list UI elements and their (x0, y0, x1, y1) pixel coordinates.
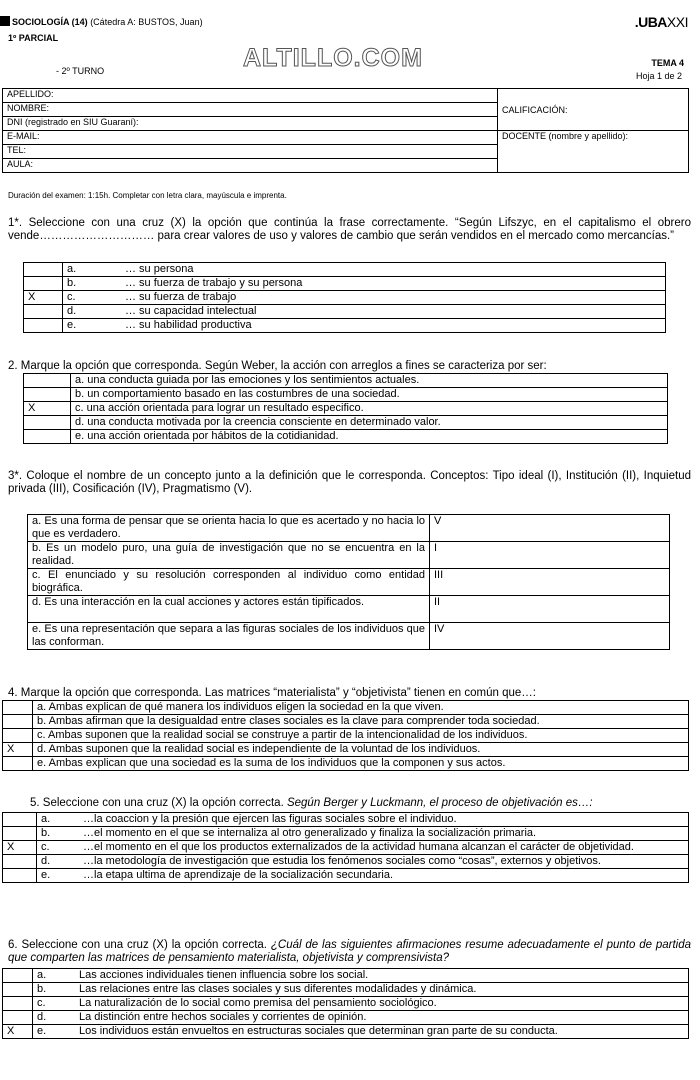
option-letter: d. (67, 305, 77, 317)
option-letter: e. (41, 869, 51, 881)
answer-mark[interactable] (24, 388, 71, 402)
concept-answer[interactable]: V (430, 515, 670, 542)
docente-field[interactable]: DOCENTE (nombre y apellido): (498, 131, 689, 173)
option-letter: e. (37, 1025, 47, 1037)
answer-mark[interactable]: X (3, 743, 33, 757)
question-1-options (23, 262, 666, 333)
answer-mark[interactable] (24, 319, 63, 333)
course-name: SOCIOLOGÍA (14) (12, 17, 88, 27)
option-row[interactable] (24, 291, 666, 305)
definition-text: b. Es un modelo puro, una guía de investigación que no se encuentra en la realidad. (28, 542, 430, 569)
option-letter: a. (37, 969, 47, 981)
option-text: c. Ambas suponen que la realidad social se construye a partir de la intencionalidad de los individuos. (33, 729, 689, 743)
option-text: …la metodología de investigación que estudia los fenómenos sociales como “cosas”, externos y objetivos. (83, 855, 601, 867)
answer-mark[interactable] (24, 277, 63, 291)
definition-row (28, 542, 670, 569)
option-text: …la coaccion y la presión que ejercen las figuras sociales sobre el individuo. (83, 813, 457, 825)
option-row[interactable] (3, 869, 689, 883)
answer-mark[interactable] (24, 416, 71, 430)
option-row[interactable] (3, 855, 689, 869)
answer-mark[interactable] (3, 869, 37, 883)
question-1-text: 1*. Seleccione con una cruz (X) la opción que continúa la frase correctamente. “Según Lifszyc, en el capitalismo el obrero vende………………………… para crear valores de uso y valores de cambio que serán vendidos en el mercado como mercancías.” (8, 217, 691, 242)
question-6-prompt: ¿Cuál de las siguientes afirmaciones resume adecuadamente el punto de partida que comparten las matrices de pensamiento materialista, objetivista y comprensivista? (8, 939, 692, 964)
answer-mark[interactable]: X (24, 291, 63, 305)
answer-mark[interactable] (3, 855, 37, 869)
option-row[interactable] (3, 813, 689, 827)
course-header (0, 16, 203, 27)
concept-answer[interactable]: IV (430, 623, 670, 650)
option-text: e. una acción orientada por hábitos de la cotidianidad. (71, 430, 668, 444)
definition-text: a. Es una forma de pensar que se orienta hacia lo que es acertado y no hacia lo que es verdadero. (28, 515, 430, 542)
option-letter: c. (67, 291, 76, 303)
concept-answer[interactable]: II (430, 596, 670, 623)
answer-mark[interactable] (3, 757, 33, 771)
option-row[interactable] (24, 416, 668, 430)
definition-row (28, 569, 670, 596)
option-row[interactable] (24, 388, 668, 402)
answer-mark[interactable] (24, 430, 71, 444)
option-row[interactable] (3, 827, 689, 841)
option-row[interactable] (3, 969, 689, 983)
option-row[interactable] (3, 757, 689, 771)
option-row[interactable] (24, 374, 668, 388)
field-nombre[interactable]: NOMBRE: (3, 103, 498, 117)
answer-mark[interactable] (3, 983, 33, 997)
answer-mark[interactable] (3, 729, 33, 743)
answer-mark[interactable] (3, 969, 33, 983)
parcial-label: 1º PARCIAL (8, 33, 59, 43)
option-row[interactable] (3, 701, 689, 715)
option-letter: b. (37, 983, 47, 995)
option-letter: c. (37, 997, 46, 1009)
answer-mark[interactable]: X (3, 841, 37, 855)
calificacion-field[interactable]: CALIFICACIÓN: (498, 89, 689, 131)
answer-mark[interactable] (3, 701, 33, 715)
option-text: Las acciones individuales tienen influencia sobre los social. (79, 969, 369, 981)
answer-mark[interactable] (3, 827, 37, 841)
option-row[interactable] (24, 402, 668, 416)
answer-mark[interactable] (24, 263, 63, 277)
question-5-lead: 5. Seleccione con una cruz (X) la opción correcta. (30, 797, 287, 809)
definition-row (28, 623, 670, 650)
duration-note: Duración del examen: 1:15h. Completar con letra clara, mayúscula e imprenta. (8, 191, 287, 200)
option-text: … su capacidad intelectual (125, 305, 257, 317)
option-text: …la etapa ultima de aprendizaje de la socialización secundaria. (83, 869, 394, 881)
option-text: La distinción entre hechos sociales y corrientes de opinión. (79, 1011, 367, 1023)
option-row[interactable] (24, 263, 666, 277)
student-info-table (2, 88, 689, 173)
concept-answer[interactable]: III (430, 569, 670, 596)
question-3-table (27, 514, 670, 650)
option-row[interactable] (3, 997, 689, 1011)
black-square-icon (0, 16, 10, 26)
option-text: b. un comportamiento basado en las costumbres de una sociedad. (71, 388, 668, 402)
option-text: La naturalización de lo social como premisa del pensamiento sociológico. (79, 997, 437, 1009)
option-row[interactable] (3, 743, 689, 757)
uba-logo-text: .UBA (634, 14, 667, 30)
option-text: … su fuerza de trabajo y su persona (125, 277, 303, 289)
option-row[interactable] (3, 715, 689, 729)
option-text: b. Ambas afirman que la desigualdad entre clases sociales es la clave para comprender toda sociedad. (33, 715, 689, 729)
option-row[interactable] (3, 841, 689, 855)
option-text: a. una conducta guiada por las emociones y los sentimientos actuales. (71, 374, 668, 388)
option-row[interactable] (24, 319, 666, 333)
question-5-prompt: Según Berger y Luckmann, el proceso de objetivación es…: (286, 797, 593, 809)
option-row[interactable] (24, 305, 666, 319)
option-row[interactable] (3, 983, 689, 997)
answer-mark[interactable] (3, 1011, 33, 1025)
field-aula[interactable]: AULA: (3, 159, 498, 173)
question-2-text: 2. Marque la opción que corresponda. Según Weber, la acción con arreglos a fines se caracteriza por ser: (8, 360, 547, 372)
definition-row (28, 596, 670, 623)
option-text: d. una conducta motivada por la creencia consciente en determinado valor. (71, 416, 668, 430)
definition-row (28, 515, 670, 542)
question-4-options (2, 700, 689, 771)
option-letter: b. (41, 827, 51, 839)
option-letter: c. (41, 841, 50, 853)
option-letter: e. (67, 319, 77, 331)
question-2-options (23, 373, 668, 444)
question-6-text (8, 939, 691, 965)
question-5-text (30, 797, 691, 810)
option-text: c. una acción orientada para lograr un resultado especifico. (71, 402, 668, 416)
catedra: (Cátedra A: BUSTOS, Juan) (87, 17, 203, 27)
uba-logo-suffix: XXI (666, 14, 688, 30)
definition-text: c. El enunciado y su resolución corresponden al individuo como entidad biográfica. (28, 569, 430, 596)
option-text: Los individuos están envueltos en estructuras sociales que determinan gran parte de su conducta. (79, 1025, 558, 1037)
option-text: …el momento en el que los productos externalizados de la actividad humana alcanzan el carácter de objetividad. (83, 841, 634, 853)
option-text: e. Ambas explican que una sociedad es la suma de los individuos que la componen y sus actos. (33, 757, 689, 771)
option-letter: b. (67, 277, 77, 289)
option-text: … su fuerza de trabajo (125, 291, 237, 303)
answer-mark[interactable]: X (3, 1025, 33, 1039)
option-row[interactable] (3, 1011, 689, 1025)
option-row[interactable] (3, 729, 689, 743)
field-email[interactable]: E-MAIL: (3, 131, 498, 145)
option-letter: d. (37, 1011, 47, 1023)
question-3-text: 3*. Coloque el nombre de un concepto junto a la definición que le corresponda. Conceptos: Tipo ideal (I), Institución (II), Inquietud privada (III), Cosificación (IV), Pragmatismo (V). (8, 470, 691, 495)
hoja-label: Hoja 1 de 2 (635, 71, 682, 81)
option-letter: a. (67, 263, 77, 275)
altillo-watermark: ALTILLO.COM (243, 44, 423, 72)
field-apellido[interactable]: APELLIDO: (3, 89, 498, 103)
option-row[interactable] (24, 277, 666, 291)
field-dni[interactable]: DNI (registrado en SIU Guaraní): (3, 117, 498, 131)
definition-text: e. Es una representación que separa a las figuras sociales de los individuos que las conforman. (28, 623, 430, 650)
question-4-text: 4. Marque la opción que corresponda. Las matrices “materialista” y “objetivista” tienen en común que…: (8, 687, 536, 699)
question-6-options (2, 968, 689, 1039)
option-letter: a. (41, 813, 51, 825)
option-text: Las relaciones entre las clases sociales y sus diferentes modalidades y dinámica. (79, 983, 477, 995)
concept-answer[interactable]: I (430, 542, 670, 569)
definition-text: d. Es una interacción en la cual acciones y actores están tipificados. (28, 596, 430, 623)
answer-mark[interactable] (3, 813, 37, 827)
answer-mark[interactable] (24, 305, 63, 319)
uba-logo (635, 14, 688, 30)
field-tel[interactable]: TEL: (3, 145, 498, 159)
answer-mark[interactable] (3, 997, 33, 1011)
option-letter: d. (41, 855, 51, 867)
option-row[interactable] (3, 1025, 689, 1039)
tema-label: TEMA 4 (651, 58, 684, 68)
option-text: … su persona (125, 263, 194, 275)
option-text: d. Ambas suponen que la realidad social es independiente de la voluntad de los individuos. (33, 743, 689, 757)
option-text: … su habilidad productiva (125, 319, 252, 331)
answer-mark[interactable] (24, 374, 71, 388)
option-text: …el momento en el que se internaliza al otro generalizado y finaliza la socialización primaria. (83, 827, 537, 839)
question-5-options (2, 812, 689, 883)
option-text: a. Ambas explican de qué manera los individuos eligen la sociedad en la que viven. (33, 701, 689, 715)
turno-label: - 2º TURNO (56, 66, 105, 76)
option-row[interactable] (24, 430, 668, 444)
question-6-lead: 6. Seleccione con una cruz (X) la opción correcta. (8, 939, 271, 951)
answer-mark[interactable] (3, 715, 33, 729)
answer-mark[interactable]: X (24, 402, 71, 416)
